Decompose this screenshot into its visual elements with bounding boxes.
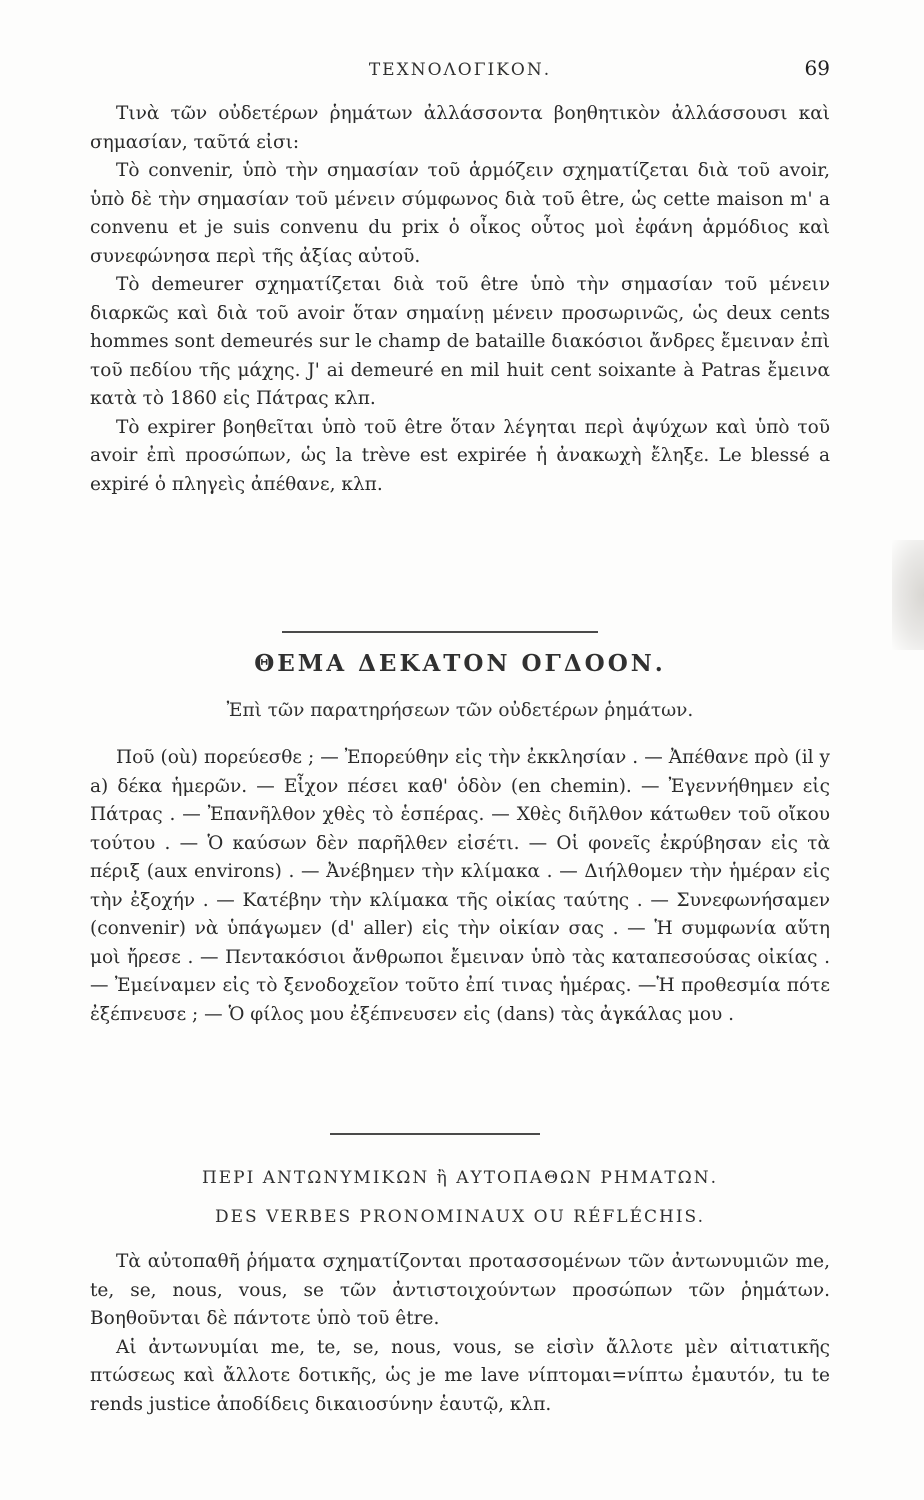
paragraph: Τὸ convenir, ὑπὸ τὴν σημασίαν τοῦ ἁρμόζειν σχηματίζεται διὰ τοῦ avoir, ὑπὸ δὲ τὴν σημασίαν τοῦ μένειν σύμφωνος διὰ τοῦ être, ὡς cette maison m' a convenu et je suis convenu du prix ὁ οἶκος οὗτος μοὶ ἐφάνη ἁρμόδιος καὶ συνεφώνησα περὶ τῆς ἀξίας αὐτοῦ.	[90, 160, 830, 267]
paragraph: Ποῦ (où) πορεύεσθε ; — Ἐπορεύθην εἰς τὴν ἐκκλησίαν . — Ἀπέθανε πρὸ (il y a) δέκα ἡμερῶν. — Εἶχον πέσει καθ' ὁδὸν (en chemin). — Ἐγεννήθημεν εἰς Πάτρας . — Ἐπανῆλθον χθὲς τὸ ἑσπέρας. — Χθὲς διῆλθον κάτωθεν τοῦ οἴκου τούτου . — Ὁ καύσων δὲν παρῆλθεν εἰσέτι. — Οἱ φονεῖς ἐκρύβησαν εἰς τὰ πέριξ (aux environs) . — Ἀνέβημεν τὴν κλίμακα . — Διήλθομεν τὴν ἡμέραν εἰς τὴν ἐξοχήν . — Κατέβην τὴν κλίμακα τῆς οἰκίας ταύτης . — Συνεφωνήσαμεν (convenir) νὰ ὑπάγωμεν (d' aller) εἰς τὴν οἰκίαν σας . — Ἡ συμφωνία αὕτη μοὶ ἤρεσε . — Πεντακόσιοι ἄνθρωποι ἔμειναν ὑπὸ τὰς καταπεσούσας οἰκίας . — Ἐμείναμεν εἰς τὸ ξενοδοχεῖον τοῦτο ἐπί τινας ἡμέρας. —Ἡ προθεσμία πότε ἐξέπνευσε ; — Ὁ φίλος μου ἐξέπνευσεν εἰς (dans) τὰς ἀγκάλας μου .	[90, 747, 830, 1025]
section-divider	[282, 631, 598, 633]
chapter-title-greek: ΠΕΡΙ ΑΝΤΩΝΥΜΙΚΩΝ ἢ ΑΥΤΟΠΑΘΩΝ ΡΗΜΑΤΩΝ.	[201, 1168, 719, 1188]
chapter-title-french: DES VERBES PRONOMINAUX OU RÉFLÉCHIS.	[215, 1207, 705, 1227]
paragraph: Τὰ αὐτοπαθῆ ῥήματα σχηματίζονται προτασσομένων τῶν ἀντωνυμιῶν me, te, se, nous, vous, se τῶν ἀντιστοιχούντων προσώπων τῶν ῥημάτων. Βοηθοῦνται δὲ πάντοτε ὑπὸ τοῦ être.	[90, 1251, 830, 1329]
section-neuter-verbs-text	[90, 100, 830, 499]
exercise-text	[90, 744, 830, 1029]
paragraph: Τινὰ τῶν οὐδετέρων ῥημάτων ἀλλάσσοντα βοηθητικὸν ἀλλάσσουσι καὶ σημασίαν, ταῦτά εἰσι:	[90, 103, 830, 153]
section-divider	[330, 1133, 540, 1135]
exercise-title: ΘΕΜΑ ΔΕΚΑΤΟΝ ΟΓΔΟΟΝ.	[254, 650, 666, 677]
exercise-subtitle: Ἐπὶ τῶν παρατηρήσεων τῶν οὐδετέρων ῥημάτων.	[226, 700, 694, 721]
page-edge-stain	[892, 540, 924, 650]
paragraph: Τὸ expirer βοηθεῖται ὑπὸ τοῦ être ὅταν λέγηται περὶ ἀψύχων καὶ ὑπὸ τοῦ avoir ἐπὶ προσώπων, ὡς la trève est expirée ἡ ἀνακωχὴ ἔληξε. Le blessé a expiré ὁ πληγεὶς ἀπέθανε, κλπ.	[90, 416, 830, 495]
page-header	[90, 56, 830, 90]
page-number: 69	[804, 56, 830, 80]
running-head: ΤΕΧΝΟΛΟΓΙΚΟΝ.	[368, 60, 552, 80]
paragraph: Αἱ ἀντωνυμίαι me, te, se, nous, vous, se εἰσὶν ἄλλοτε μὲν αἰτιατικῆς πτώσεως καὶ ἄλλοτε δοτικῆς, ὡς je me lave νίπτομαι=νίπτω ἐμαυτόν, tu te rends justice ἀποδίδεις δικαιοσύνην ἑαυτῷ, κλπ.	[90, 1336, 830, 1415]
reflexive-verbs-text	[90, 1248, 830, 1419]
paragraph: Τὸ demeurer σχηματίζεται διὰ τοῦ être ὑπὸ τὴν σημασίαν τοῦ μένειν διαρκῶς καὶ διὰ τοῦ avoir ὅταν σημαίνῃ μένειν προσωρινῶς, ὡς deux cents hommes sont demeurés sur le champ de bataille διακόσιοι ἄνδρες ἔμειναν ἐπὶ τοῦ πεδίου τῆς μάχης. J' ai demeuré en mil huit cent soixante à Patras ἔμεινα κατὰ τὸ 1860 εἰς Πάτρας κλπ.	[90, 274, 830, 409]
